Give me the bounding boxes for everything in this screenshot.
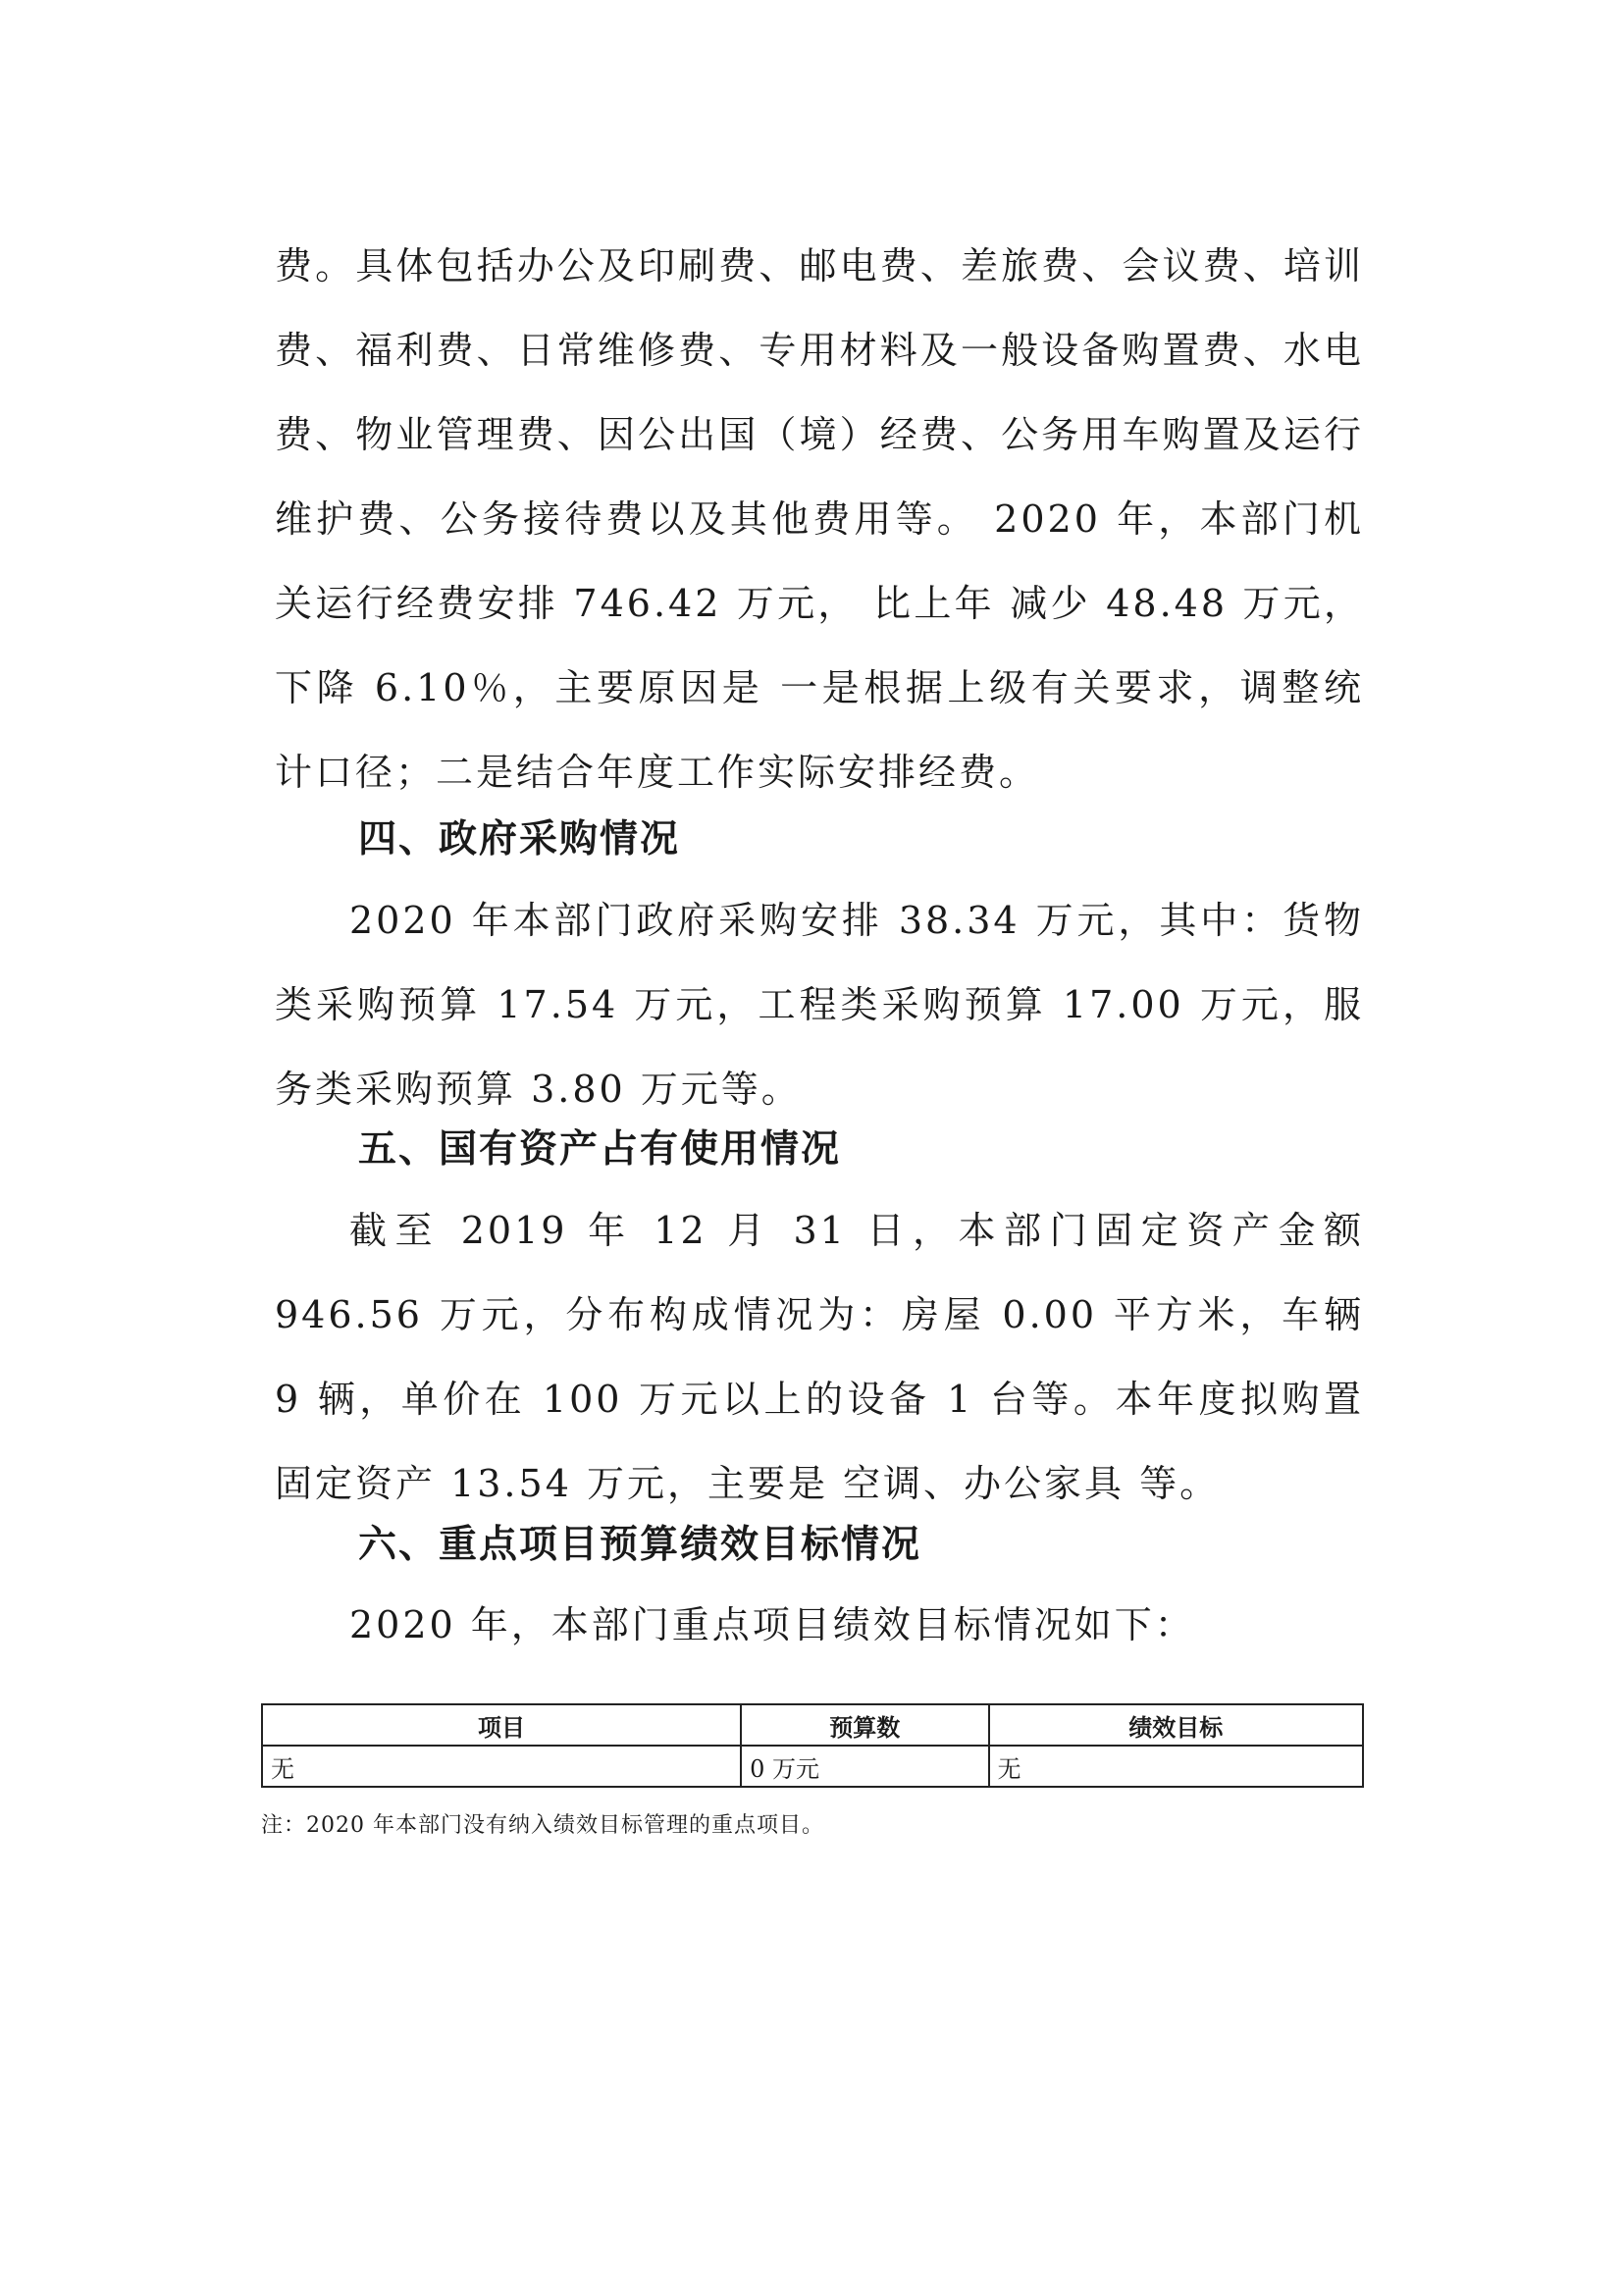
table-cell-target: 无 (989, 1746, 1364, 1787)
paragraph-state-assets: 截至 2019 年 12 月 31 日，本部门固定资产金额 946.56 万元，分布构成情况为：房屋 0.00 平方米，车辆 9 辆，单价在 100 万元以上的设备 1 台等。本年度拟购置固定资产 13.54 万元，主要是 空调、办公家具 等。 (275, 1209, 1364, 1505)
heading-performance-targets: 六、重点项目预算绩效目标情况 (358, 1523, 922, 1567)
performance-table (261, 1703, 1364, 1788)
table-cell-project: 无 (262, 1746, 741, 1787)
paragraph-performance-targets: 2020 年，本部门重点项目绩效目标情况如下： (349, 1603, 1195, 1646)
table-header-project: 项目 (262, 1704, 741, 1746)
table-row (262, 1746, 1363, 1787)
table-footnote: 注：2020 年本部门没有纳入绩效目标管理的重点项目。 (261, 1813, 824, 1838)
table-header-target: 绩效目标 (989, 1704, 1364, 1746)
heading-government-procurement: 四、政府采购情况 (358, 817, 681, 861)
table-header-budget: 预算数 (741, 1704, 988, 1746)
table-cell-budget: 0 万元 (741, 1746, 988, 1787)
table-header-row (262, 1704, 1363, 1746)
performance-table-wrapper (261, 1703, 1364, 1788)
paragraph-government-procurement: 2020 年本部门政府采购安排 38.34 万元，其中：货物类采购预算 17.54 万元，工程类采购预算 17.00 万元，服务类采购预算 3.80 万元等。 (275, 899, 1364, 1111)
heading-state-assets: 五、国有资产占有使用情况 (358, 1127, 842, 1172)
paragraph-operating-expenses: 费。具体包括办公及印刷费、邮电费、差旅费、会议费、培训费、福利费、日常维修费、专用材料及一般设备购置费、水电费、物业管理费、因公出国（境）经费、公务用车购置及运行维护费、公务接待费以及其他费用等。 2020 年，本部门机关运行经费安排 746.42 万元， 比上年 减少 48.48 万元， 下降 6.10％，主要原因是 一是根据上级有关要求，调整统计口径；二是结合年度工作实际安排经费。 (275, 244, 1364, 794)
